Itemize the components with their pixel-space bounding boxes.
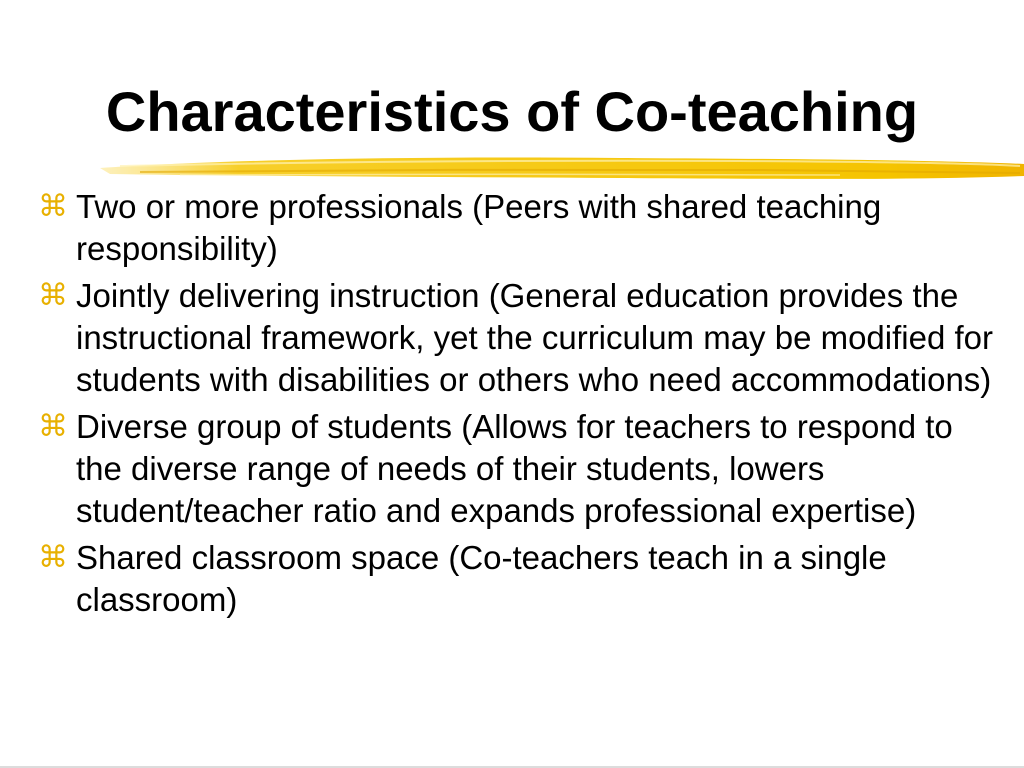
bullet-item: [38, 186, 998, 270]
bullet-item: [38, 537, 998, 621]
command-key-icon: ⌘: [38, 278, 68, 313]
bullet-text: Two or more professionals (Peers with shared teaching responsibility): [76, 188, 882, 267]
command-key-icon: ⌘: [38, 409, 68, 444]
bullet-text: Diverse group of students (Allows for teachers to respond to the diverse range of needs of their students, lowers student/teacher ratio and expands professional expertise): [76, 408, 953, 529]
yellow-brush-stroke-divider: [100, 146, 1024, 190]
slide-title: Characteristics of Co-teaching: [105, 80, 919, 143]
bullet-item: [38, 275, 998, 401]
command-key-icon: ⌘: [38, 540, 68, 575]
bullet-text: Shared classroom space (Co-teachers teach in a single classroom): [76, 539, 887, 618]
bullet-text: Jointly delivering instruction (General education provides the instructional framework, yet the curriculum may be modified for students with disabilities or others who need accommodations): [76, 277, 994, 398]
bullet-item: [38, 406, 998, 532]
bullet-list: [38, 186, 998, 626]
command-key-icon: ⌘: [38, 189, 68, 224]
